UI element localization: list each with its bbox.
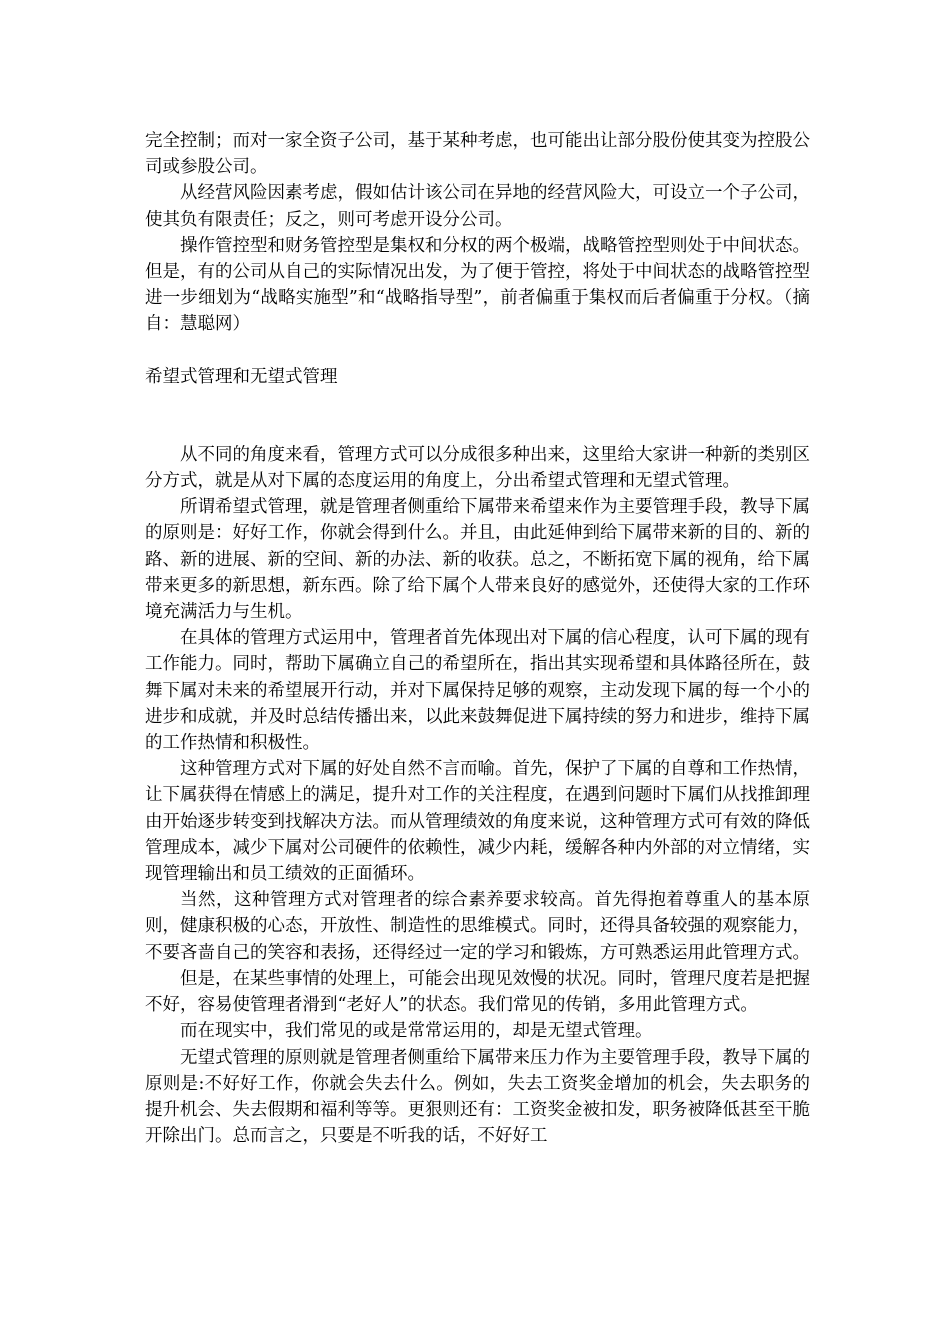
document-body bbox=[145, 128, 810, 1149]
paragraph: 但是，在某些事情的处理上，可能会出现见效慢的状况。同时，管理尺度若是把握不好，容易使管理者滑到“老好人”的状态。我们常见的传销，多用此管理方式。 bbox=[145, 968, 810, 1016]
paragraph: 当然，这种管理方式对管理者的综合素养要求较高。首先得抱着尊重人的基本原则，健康积极的心态，开放性、制造性的思维模式。同时，还得具备较强的观察能力，不要吝啬自己的笑容和表扬，还得经过一定的学习和锻炼，方可熟悉运用此管理方式。 bbox=[145, 890, 810, 963]
paragraph: 而在现实中，我们常见的或是常常运用的，却是无望式管理。 bbox=[180, 1021, 653, 1042]
paragraph-risk: 从经营风险因素考虑，假如估计该公司在异地的经营风险大，可设立一个子公司，使其负有限责任；反之，则可考虑开设分公司。 bbox=[145, 183, 810, 230]
paragraph: 这种管理方式对下属的好处自然不言而喻。首先，保护了下属的自尊和工作热情，让下属获得在情感上的满足，提升对工作的关注程度，在遇到问题时下属们从找推卸理由开始逐步转变到找解决方法。而从管理绩效的角度来说，这种管理方式可有效的降低管理成本，减少下属对公司硬件的依赖性，减少内耗，缓解各种内外部的对立情绪，实现管理输出和员工绩效的正面循环。 bbox=[145, 759, 810, 885]
paragraph-control: 操作管控型和财务管控型是集权和分权的两个极端，战略管控型则处于中间状态。但是，有的公司从自己的实际情况出发，为了便于管控，将处于中间状态的战略管控型进一步细划为“战略实施型”和“战略指导型”，前者偏重于集权而后者偏重于分权。（摘自：慧聪网） bbox=[145, 235, 810, 335]
continued-paragraph: 完全控制；而对一家全资子公司，基于某种考虑，也可能出让部分股份使其变为控股公司或参股公司。 bbox=[145, 131, 810, 178]
paragraph: 无望式管理的原则就是管理者侧重给下属带来压力作为主要管理手段，教导下属的原则是:不好好工作，你就会失去什么。例如，失去工资奖金增加的机会，失去职务的提升机会、失去假期和福利等等。更狠则还有：工资奖金被扣发，职务被降低甚至干脆开除出门。总而言之，只要是不听我的话，不好好工 bbox=[145, 1047, 810, 1147]
paragraph: 所谓希望式管理，就是管理者侧重给下属带来希望来作为主要管理手段，教导下属的原则是：好好工作，你就会得到什么。并且，由此延伸到给下属带来新的目的、新的路、新的进展、新的空间、新的办法、新的收获。总之，不断拓宽下属的视角，给下属带来更多的新思想，新东西。除了给下属个人带来良好的感觉外，还使得大家的工作环境充满活力与生机。 bbox=[145, 497, 810, 623]
paragraph: 在具体的管理方式运用中，管理者首先体现出对下属的信心程度，认可下属的现有工作能力。同时，帮助下属确立自己的希望所在，指出其实现希望和具体路径所在，鼓舞下属对未来的希望展开行动，并对下属保持足够的观察，主动发现下属的每一个小的进步和成就，并及时总结传播出来，以此来鼓舞促进下属持续的努力和进步，维持下属的工作热情和积极性。 bbox=[145, 628, 810, 754]
section-title: 希望式管理和无望式管理 bbox=[145, 366, 338, 387]
paragraph: 从不同的角度来看，管理方式可以分成很多种出来，这里给大家讲一种新的类别区分方式，就是从对下属的态度运用的角度上，分出希望式管理和无望式管理。 bbox=[145, 444, 810, 492]
